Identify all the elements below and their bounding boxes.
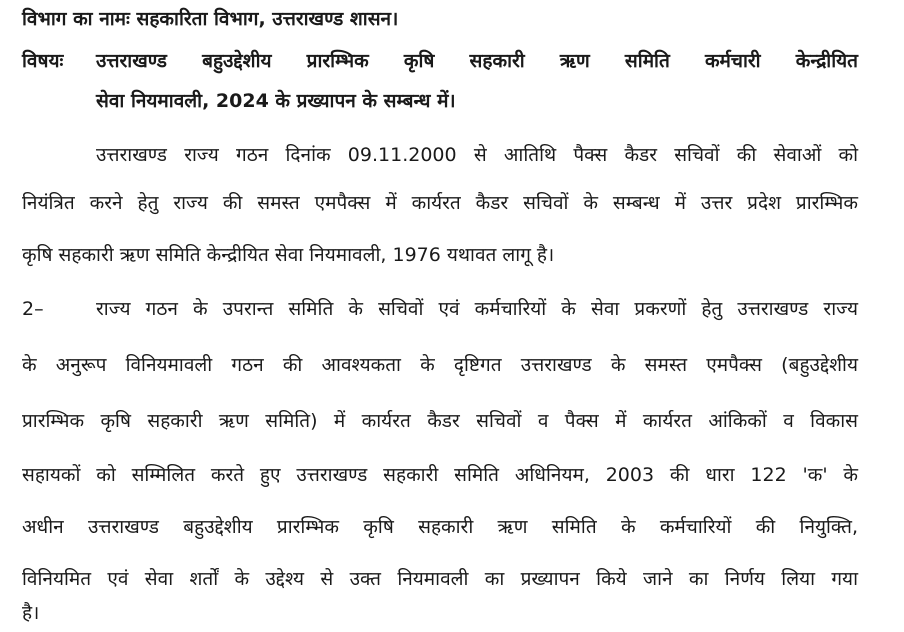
department-value: सहकारिता विभाग, उत्तराखण्ड शासन। xyxy=(136,8,399,30)
paragraph-2-line-5: अधीन उत्तराखण्ड बहुउद्देशीय प्रारम्भिक कृषि सहकारी ऋण समिति के कर्मचारियों की नियुक्ति, xyxy=(22,516,858,538)
paragraph-2-line-2: के अनुरूप विनियमावली गठन की आवश्यकता के दृष्टिगत उत्तराखण्ड के समस्त एमपैक्स (बहुउद्देशीय xyxy=(22,354,858,376)
paragraph-2-line-6: विनियमित एवं सेवा शर्तों के उद्देश्य से उक्त नियमावली का प्रख्यापन किये जाने का निर्णय लिया गया xyxy=(22,568,858,590)
department-line xyxy=(22,6,398,32)
subject-line-2: सेवा नियमावली, 2024 के प्रख्यापन के सम्बन्ध में। xyxy=(96,90,456,112)
department-label: विभाग का नामः xyxy=(22,8,130,30)
paragraph-1-line-1: उत्तराखण्ड राज्य गठन दिनांक 09.11.2000 से आतिथि पैक्स कैडर सचिवों की सेवाओं को xyxy=(96,144,858,166)
paragraph-2-line-4: सहायकों को सम्मिलित करते हुए उत्तराखण्ड सहकारी समिति अधिनियम, 2003 की धारा 122 'क' के xyxy=(22,464,858,486)
paragraph-2-line-7: है। xyxy=(22,602,40,624)
paragraph-2-line-3: प्रारम्भिक कृषि सहकारी ऋण समिति) में कार्यरत कैडर सचिवों व पैक्स में कार्यरत आंकिकों व विकास xyxy=(22,410,858,432)
paragraph-2-line-1: राज्य गठन के उपरान्त समिति के सचिवों एवं कर्मचारियों के सेवा प्रकरणों हेतु उत्तराखण्ड राज्य xyxy=(96,298,858,320)
paragraph-1-line-2: नियंत्रित करने हेतु राज्य की समस्त एमपैक्स में कार्यरत कैडर सचिवों के सम्बन्ध में उत्तर प्रदेश प्रारम्भिक xyxy=(22,192,858,214)
paragraph-2-number: 2– xyxy=(22,298,44,320)
paragraph-1-line-3: कृषि सहकारी ऋण समिति केन्द्रीयित सेवा नियमावली, 1976 यथावत लागू है। xyxy=(22,244,555,266)
subject-label: विषयः xyxy=(22,50,64,72)
subject-line-1: उत्तराखण्ड बहुउद्देशीय प्रारम्भिक कृषि सहकारी ऋण समिति कर्मचारी केन्द्रीयित xyxy=(96,50,858,72)
